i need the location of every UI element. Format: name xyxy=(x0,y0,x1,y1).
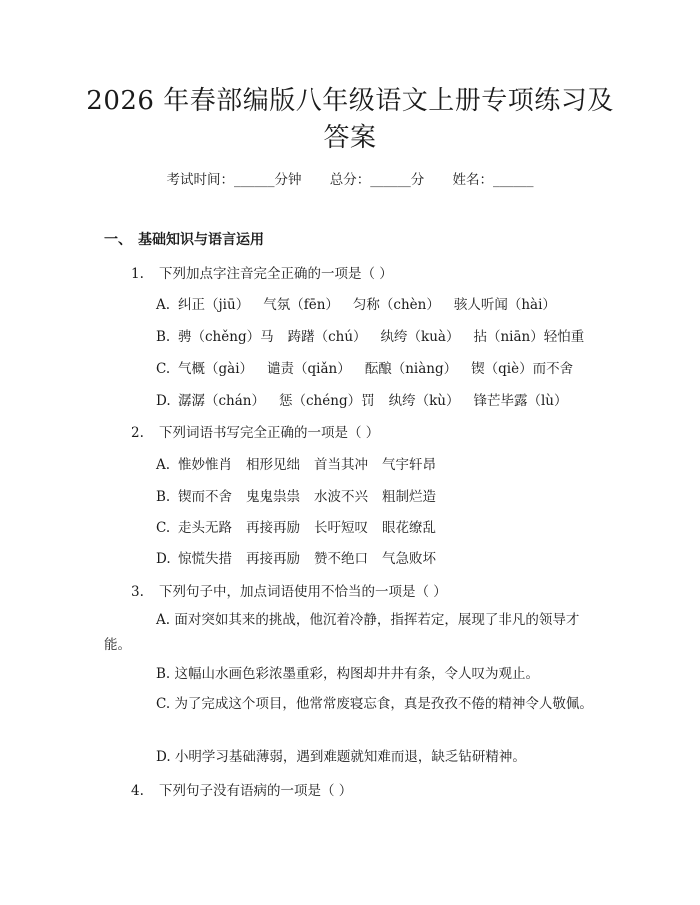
option-label: C. xyxy=(156,361,171,377)
document-title-line-2: 答案 xyxy=(323,123,377,153)
question-4 xyxy=(131,779,352,799)
option-word: 眼花缭乱 xyxy=(382,520,436,536)
option-text: 小明学习基础薄弱，遇到难题就知难而退，缺乏钻研精神。 xyxy=(174,749,526,765)
q3-option-c xyxy=(104,692,604,717)
option-word: 赞不绝口 xyxy=(314,551,368,567)
option-word: 惩（chéng）罚 xyxy=(279,393,375,409)
option-word: 气概（gài） xyxy=(178,361,254,377)
question-3 xyxy=(131,580,447,600)
question-2 xyxy=(131,421,379,441)
option-word: 潺潺（chán） xyxy=(178,393,265,409)
option-text: 为了完成这个项目，他常常废寝忘食，真是孜孜不倦的精神令人敬佩。 xyxy=(174,696,593,712)
option-word: 骋（chěng）马 xyxy=(178,329,274,345)
question-number: 1. xyxy=(131,266,144,282)
option-label: B. xyxy=(156,666,171,682)
option-word: 骇人听闻（hài） xyxy=(453,297,556,313)
option-label: B. xyxy=(156,489,171,505)
exam-name: 姓名：______ xyxy=(452,172,534,188)
option-word: 纨绔（kuà） xyxy=(380,329,460,345)
question-text: 下列句子中，加点词语使用不恰当的一项是（ ） xyxy=(159,584,447,600)
section-title: 基础知识与语言运用 xyxy=(138,232,264,248)
option-word: 相形见绌 xyxy=(246,457,300,473)
option-word: 首当其冲 xyxy=(314,457,368,473)
option-word: 惊慌失措 xyxy=(178,551,232,567)
q1-option-c xyxy=(156,357,573,377)
option-word: 匀称（chèn） xyxy=(352,297,440,313)
option-label: A. xyxy=(156,297,171,313)
option-text: 面对突如其来的挑战，他沉着冷静，指挥若定，展现了非凡的领导才能。 xyxy=(104,612,580,653)
option-label: D. xyxy=(156,749,171,765)
q2-option-b xyxy=(156,485,436,505)
option-label: A. xyxy=(156,457,171,473)
option-label: C. xyxy=(156,520,171,536)
question-number: 4. xyxy=(131,783,144,799)
option-word: 气急败坏 xyxy=(382,551,436,567)
exam-time: 考试时间：______分钟 xyxy=(166,172,302,188)
option-label: A. xyxy=(156,612,171,628)
option-word: 气氛（fēn） xyxy=(263,297,339,313)
option-word: 酝酿（niàng） xyxy=(364,361,458,377)
question-text: 下列句子没有语病的一项是（ ） xyxy=(159,783,353,799)
q3-option-b xyxy=(104,662,604,687)
option-word: 气宇轩昂 xyxy=(382,457,436,473)
question-number: 2. xyxy=(131,425,144,441)
option-word: 锲而不舍 xyxy=(178,489,232,505)
option-word: 谴责（qiǎn） xyxy=(267,361,351,377)
option-word: 再接再励 xyxy=(246,520,300,536)
q2-option-c xyxy=(156,516,436,536)
q3-option-a xyxy=(104,608,604,658)
document-title-line-1: 2026 年春部编版八年级语文上册专项练习及 xyxy=(86,86,614,116)
question-1 xyxy=(131,262,393,282)
option-word: 水波不兴 xyxy=(314,489,368,505)
option-word: 鬼鬼祟祟 xyxy=(246,489,300,505)
q1-option-b xyxy=(156,325,584,345)
question-text: 下列加点字注音完全正确的一项是（ ） xyxy=(159,266,393,282)
option-word: 长吁短叹 xyxy=(314,520,368,536)
option-label: D. xyxy=(156,393,171,409)
option-label: B. xyxy=(156,329,171,345)
option-word: 纠正（jiū） xyxy=(178,297,250,313)
q2-option-d xyxy=(156,547,436,567)
option-word: 粗制烂造 xyxy=(382,489,436,505)
question-text: 下列词语书写完全正确的一项是（ ） xyxy=(159,425,380,441)
section-heading xyxy=(104,229,264,249)
option-word: 踌躇（chú） xyxy=(287,329,367,345)
option-word: 锋芒毕露（lù） xyxy=(473,393,568,409)
q2-option-a xyxy=(156,453,436,473)
option-word: 再接再励 xyxy=(246,551,300,567)
option-text: 这幅山水画色彩浓墨重彩，构图却井井有条，令人叹为观止。 xyxy=(174,666,540,682)
option-word: 走头无路 xyxy=(178,520,232,536)
option-word: 锲（qiè）而不舍 xyxy=(471,361,574,377)
option-label: D. xyxy=(156,551,171,567)
q1-option-a xyxy=(156,293,556,313)
section-number: 一、 xyxy=(104,232,132,248)
q1-option-d xyxy=(156,389,567,409)
option-word: 拈（niān）轻怕重 xyxy=(473,329,585,345)
exam-score: 总分：______分 xyxy=(329,172,425,188)
question-number: 3. xyxy=(131,584,144,600)
option-word: 纨绔（kù） xyxy=(388,393,460,409)
option-label: C. xyxy=(156,696,171,712)
exam-meta xyxy=(0,168,700,188)
option-word: 惟妙惟肖 xyxy=(178,457,232,473)
q3-option-d xyxy=(104,745,604,770)
